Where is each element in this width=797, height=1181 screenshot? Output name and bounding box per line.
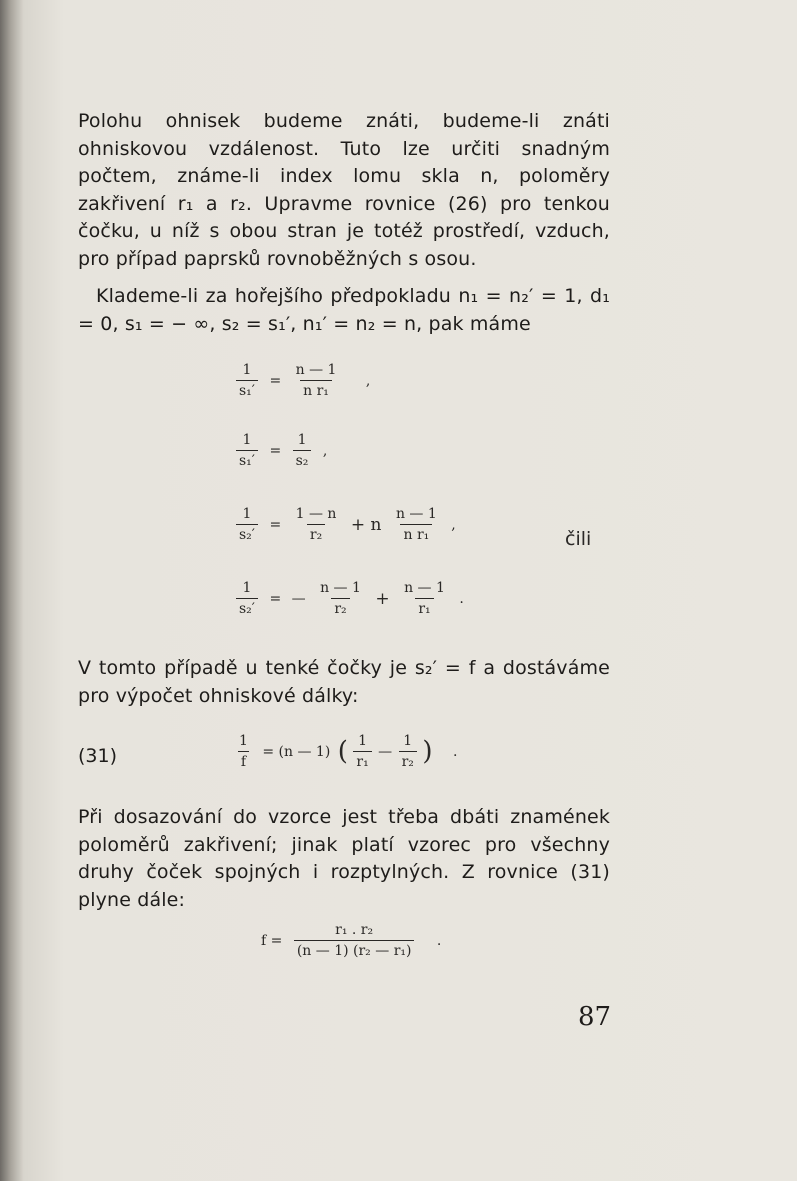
paragraph-focal-points: Polohu ohnisek budeme znáti, budeme-li znáti ohniskovou vzdálenost. Tuto lze určiti snadným počtem, známe-li index lomu skla n, poloměry zakřivení r₁ a r₂. Upravme rovnice (26) pro tenkou čočku, u níž s obou stran je totéž prostředí, vzduch, pro případ paprsků rovnoběžných s osou.: [78, 110, 610, 270]
book-spine-shadow: [0, 0, 24, 1181]
equation-1: $\frac{1}{\text{s₁′}}$ = $\frac{n — 1}{\text{n r₁}}$ ,: [232, 362, 373, 399]
paragraph-thin-lens: V tomto případě u tenké čočky je s₂′ = f a dostáváme pro výpočet ohniskové dálky:: [78, 657, 610, 707]
equation-2: $\frac{1}{\text{s₁′}}$ = $\frac{1}{\text{s₂}}$ ,: [232, 432, 330, 469]
page-number: 87: [578, 1002, 612, 1032]
word-cili: čili: [565, 528, 592, 550]
equation-3: $\frac{1}{\text{s₂′}}$ = $\frac{1 — n}{\text{r₂}}$ + n $\frac{n — 1}{\text{n r₁}}$ , čili: [232, 506, 612, 543]
equation-focal-length: f = $\frac{\text{r₁ . r₂}}{\text{(n — 1) (r₂ — r₁)}}$ .: [261, 922, 442, 959]
equation-4: $\frac{1}{\text{s₂′}}$ = — $\frac{n — 1}{\text{r₂}}$ + $\frac{n — 1}{\text{r₁}}$ .: [232, 580, 467, 617]
paragraph-assumptions: Klademe-li za hořejšího předpokladu n₁ = n₂′ = 1, d₁ = 0, s₁ = − ∞, s₂ = s₁′, n₁′ = n₂ = n, pak máme: [78, 285, 610, 335]
equation-31: $\frac{1}{f}$ = (n — 1) ( $\frac{1}{\text{r₁}}$ — $\frac{1}{\text{r₂}}$ ) .: [239, 733, 458, 770]
paragraph-sign-convention: Při dosazování do vzorce jest třeba dbáti znamének poloměrů zakřivení; jinak platí vzorec pro všechny druhy čoček spojných i rozptylných. Z rovnice (31) plyne dále:: [78, 806, 610, 911]
equation-number-31: (31): [78, 745, 118, 767]
